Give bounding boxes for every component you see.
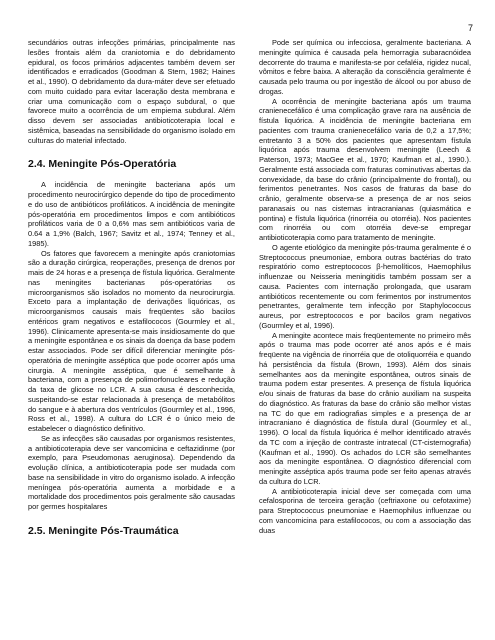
section-heading-2-4: 2.4. Meningite Pós-Operatória xyxy=(28,158,177,171)
paragraph: Os fatores que favorecem a meningite após craniotomias são a duração cirúrgica, reoperações, presença de drenos por mais de 24 horas e a presença de fístula liquórica. Geralmente nas meningites bacterianas pós-operatórias os microorganismos são isolados no momento da neurocirurgia. Exceto para a implantação de derivações liquóricas, os microorganismos causais mais freqüentes são bacilos entéricos gram negativos e estafilococos (Gourmley et al., 1996). Clinicamente apresenta-se mais insidiosamente do que a meningite espontânea e os sinais da doença da base podem estar associados. Pode ser difícil diferenciar meningite pós-operatória de meningite asséptica que pode ocorrer após uma cirurgia. A meningite asséptica, que é semelhante à bacteriana, com a presença de polimorfonucleares e redução da taxa de glicose no LCR. A sua causa é desconhecida, suspeitando-se estar relacionada à presença de metabólitos do sangue e à abertura dos ventrículos (Gourmley et al., 1996, Ross et al., 1998). A cultura do LCR é o único meio de estabelecer o diagnóstico definitivo. xyxy=(28,248,235,433)
paragraph: A antibioticoterapia inicial deve ser começada com uma cefalosporina de terceira geração (ceftriaxone ou cefotaxime) para Streptococcus pneumoniae e Haemophilus influenzae ou com vancomicina para estafilococos, ou com a associação das duas xyxy=(259,486,471,535)
paragraph: Pode ser química ou infecciosa, geralmente bacteriana. A meningite química é causada pela hemorragia subaracnóidea decorrente do trauma e manifesta-se por cefaléia, rigidez nucal, vômitos e febre baixa. A alteração da consciência geralmente é causada pelo trauma ou por ingestão de álcool ou por abuso de drogas. xyxy=(259,38,471,96)
paragraph: Se as infecções são causadas por organismos resistentes, a antibioticoterapia deve ser vancomicina e ceftazidinme (por exemplo, para Pseudomonas aeruginosa). Dependendo da evolução clínica, a antibioticoterapia pode ser mudada com base na sensibilidade in vitro do organismo isolado. A infecção meníngea pós-operatória aumenta a morbidade e a mortalidade dos procedimentos pois geralmente são causadas por germes hospitalares xyxy=(28,433,235,511)
section-heading-2-5: 2.5. Meningite Pós-Traumática xyxy=(28,524,179,537)
paragraph: A ocorrência de meningite bacteriana após um trauma cranienecefálico é uma complicação grave rara na ausência de fístula liquórica. A incidência de meningite bacteriana em pacientes com trauma cranienecefálico varia de 0,2 a 17,5%; entretanto 3 a 50% dos pacientes que apresentam fístula liquórica após trauma desenvolvem meningite (Leech & Paterson, 1973; MacGee et al., 1970; Kaufman et al., 1990.). Geralmente está associada com fraturas cominutivas abertas da convexidade, da base do crânio (principalmente do frontal), ou ferimentos penetrantes. Nos casos de fraturas da base do crânio, geralmente observa-se a presença de ar nos seios paranasais ou nas cisternas intracranianas (quiasmática e pontina) e fístula liquórica (rinorréia ou otorréia). Nos pacientes com rinorréia ou com otorréia deve-se empregar antibioticoterapia como para tratamento de meningite. xyxy=(259,96,471,242)
left-column xyxy=(28,38,235,547)
paragraph: O agente etiológico da meningite pós-trauma geralmente é o Streptococcus pneumoniae, embora outras bactérias do trato respiratório como estreptococos β-hemolíticos, Haemophilus influenzae ou Neisseria meningitidis também possam ser a causa. Pacientes com internação prolongada, que usaram antibióticos recentemente ou com ferimentos por instrumentos penetrantes, geralmente tem infecção por Staphylococcus aureus, por estreptococos e por bacilos gram negativos (Gourmley et al, 1996). xyxy=(259,242,471,330)
right-column xyxy=(259,38,471,535)
paragraph: secundários outras infecções primárias, principalmente nas lesões frontais além da craniotomia e do debridamento epidural, os focos primários adjacentes também devem ser identificados e erradicados (Goodman & Stern, 1982; Haines et al., 1990). O debridamento da dura-máter deve ser efetuado com muito cuidado para evitar laceração desta membrana e criar uma comunicação com o espaço subdural, o que favorece muito a ocorrência de um empiema subdural. Além disso devem ser associadas antibioticoterapia local e sistêmica, baseadas na sensibilidade do organismo isolado em culturas do material infectado. xyxy=(28,38,235,145)
paragraph: A incidência de meningite bacteriana após um procedimento neurocirúrgico depende do tipo de procedimento e do uso de antibióticos profiláticos. A incidência de meningite pós-operatória em procedimentos limpos e com antibióticos profiláticos varia de 0 a 0,6% mas sem antibióticos varia de 0.64 a 1,9% (Balch, 1967; Savitz et al., 1974; Tenney et al., 1985). xyxy=(28,180,235,248)
paragraph: A meningite acontece mais freqüentemente no primeiro mês após o trauma mas pode ocorrer até anos após e é mais freqüente na vigência de rinorréia que de otoliquorréia e quando há persistência da fístula (Brown, 1993). Além dos sinais semelhantes aos da meningite espontânea, outros sinais de trauma podem estar presentes. A presença de fístula liquórica e/ou sinais de fraturas da base do crânio auxiliam na suspeita do diagnóstico. As fraturas da base do crânio são melhor vistas na TC do que em radiografias simples e a presença de ar intracraniano é diagnóstica de fístula dural (Gourmley et al., 1996). O local da fístula liquórica é melhor identificado através da TC com a injeção de contraste intratecal (CT-cisternografia) (Kaufman et al., 1990). Os achados do LCR são semelhantes aos da meningite espontânea. O diagnóstico diferencial com meningite asséptica após trauma pode ser feito apenas através da cultura do LCR. xyxy=(259,330,471,486)
page-number: 7 xyxy=(467,23,473,33)
